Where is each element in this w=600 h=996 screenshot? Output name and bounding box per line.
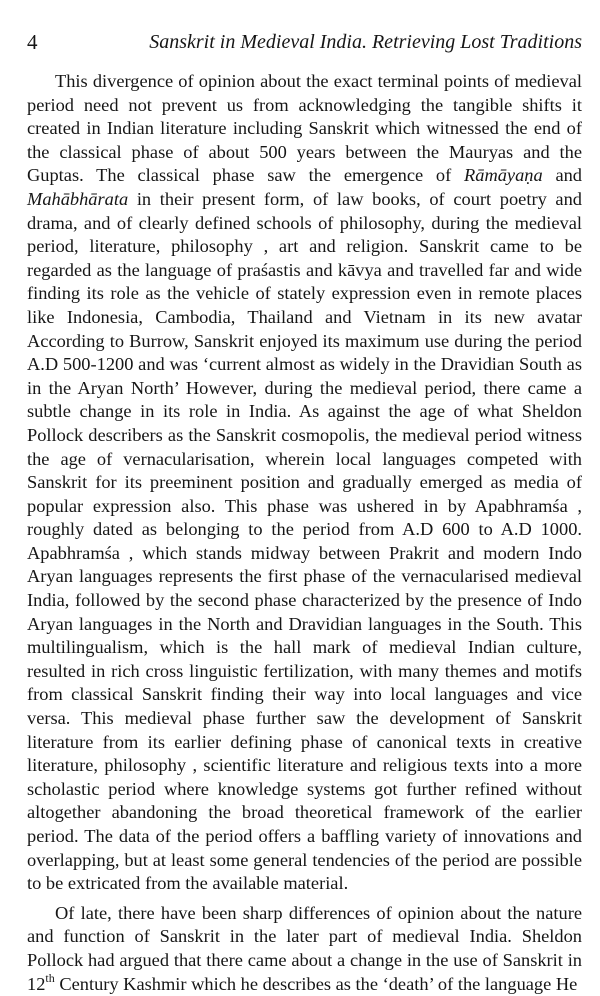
running-title: Sanskrit in Medieval India. Retrieving Lost Traditions (149, 31, 582, 53)
paragraph-2-text-a: Of late, there have been sharp differences of opinion about the nature and function of Sanskrit in the later part of medieval India. Sheldon Pollock had argued that there came about a change in the use of Sanskrit in 12 (27, 902, 582, 994)
paragraph-1-text-b: in their present form, of law books, of court poetry and drama, and of clearly defined schools of philosophy, during the medieval period, literature, philosophy , art and religion. Sanskrit came to be regarded as the language of praśastis and kāvya and travelled far and wide finding its role as the vehicle of stately expression even in remote places like Indonesia, Cambodia, Thailand and Vietnam in its new avatar According to Burrow, Sanskrit enjoyed its maximum use during the period A.D 500-1200 and was ‘current almost as widely in the Dravidian South as in the Aryan North’ However, during the medieval period, there came a subtle change in its role in India. As against the age of what Sheldon Pollock describers as the Sanskrit cosmopolis, the medieval period witness the age of vernacularisation, wherein local languages competed with Sanskrit for its preeminent position and gradually emerged as media of popular expression also. This phase was ushered in by Apabhramśa , roughly dated as belonging to the period from A.D 600 to A.D 1000. Apabhramśa , which stands midway between Prakrit and modern Indo Aryan languages represents the first phase of the vernacularised medieval India, followed by the second phase characterized by the presence of Indo Aryan languages in the North and Dravidian languages in the South. This multilingualism, which is the hall mark of medieval Indian culture, resulted in rich cross linguistic fertilization, with many themes and motifs from classical Sanskrit finding their way into local languages and vice versa. This medieval phase further saw the development of Sanskrit literature from its earlier defining phase of canonical texts in creative literature, philosophy , scientific literature and religious texts into a more scholastic period where knowledge systems got further refined without altogether abandoning the broad theoretical framework of the earlier period. The data of the period offers a baffling variety of innovations and overlapping, but at least some general tendencies of the period are possible to be extricated from the available material. (27, 188, 582, 894)
paragraph-2-text-b: Century Kashmir which he describes as the ‘death’ of the language He (54, 973, 578, 994)
ordinal-superscript: th (45, 970, 55, 985)
page-header (27, 28, 582, 56)
body-text (27, 70, 582, 996)
ramayana-title: Rāmāyaṇa (464, 165, 543, 186)
paragraph-1-text-a: This divergence of opinion about the exact terminal points of medieval period need not prevent us from acknowledging the tangible shifts it created in Indian literature including Sanskrit which witnessed the end of the classical phase of about 500 years between the Mauryas and the Guptas. The classical phase saw the emergence of (27, 71, 582, 186)
paragraph-2 (27, 902, 582, 996)
paragraph-1 (27, 70, 582, 896)
page-number: 4 (27, 30, 38, 54)
mahabharata-title: Mahābhārata (27, 188, 129, 209)
paragraph-1-conjunction: and (542, 165, 582, 186)
